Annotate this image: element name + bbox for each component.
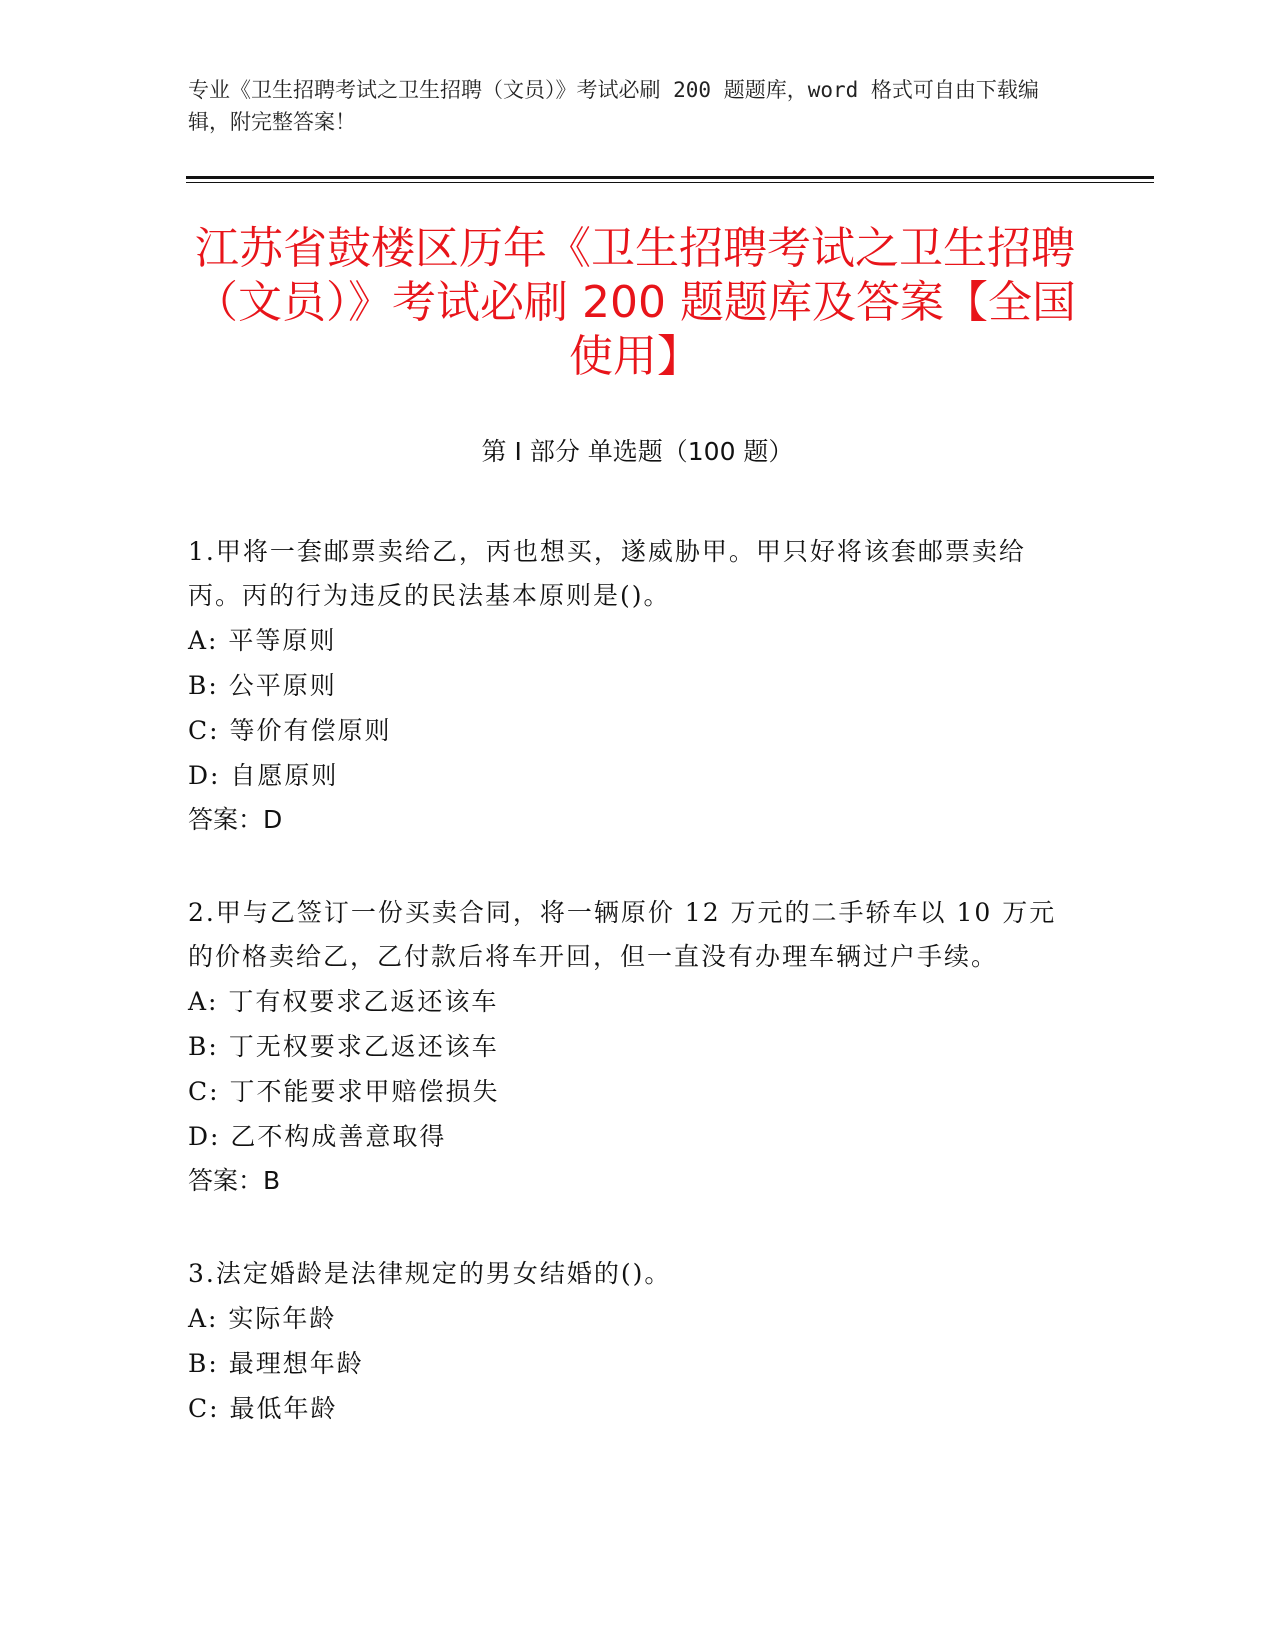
option-a: A: 丁有权要求乙返还该车 <box>188 987 499 1016</box>
option-d: D: 自愿原则 <box>188 761 339 790</box>
question-2 <box>188 891 1068 1203</box>
header-note: 专业《卫生招聘考试之卫生招聘（文员）》考试必刷 200 题题库，word 格式可自由下载编辑，附完整答案！ <box>188 78 1039 134</box>
option-c: C: 最低年龄 <box>188 1394 338 1423</box>
question-list <box>188 530 1068 1480</box>
option-b: B: 丁无权要求乙返还该车 <box>188 1032 499 1061</box>
question-stem: 1.甲将一套邮票卖给乙，丙也想买，遂威胁甲。甲只好将该套邮票卖给丙。丙的行为违反的民法基本原则是()。 <box>188 537 1026 610</box>
answer: 答案：B <box>188 1166 281 1195</box>
option-d: D: 乙不构成善意取得 <box>188 1122 447 1151</box>
question-3 <box>188 1252 1068 1431</box>
option-a: A: 平等原则 <box>188 626 337 655</box>
header-divider <box>186 176 1154 179</box>
option-b: B: 公平原则 <box>188 671 337 700</box>
answer: 答案：D <box>188 805 283 834</box>
option-c: C: 等价有偿原则 <box>188 716 392 745</box>
option-a: A: 实际年龄 <box>188 1304 337 1333</box>
document-title: 江苏省鼓楼区历年《卫生招聘考试之卫生招聘（文员）》考试必刷 200 题题库及答案【全国使用】 <box>194 223 1076 382</box>
section-heading: 第 I 部分 单选题（100 题） <box>481 437 794 466</box>
question-stem: 3.法定婚龄是法律规定的男女结婚的()。 <box>188 1259 672 1288</box>
header-divider-thin <box>186 182 1154 183</box>
question-1 <box>188 530 1068 842</box>
option-b: B: 最理想年龄 <box>188 1349 364 1378</box>
option-c: C: 丁不能要求甲赔偿损失 <box>188 1077 500 1106</box>
question-stem: 2.甲与乙签订一份买卖合同，将一辆原价 12 万元的二手轿车以 10 万元的价格卖给乙，乙付款后将车开回，但一直没有办理车辆过户手续。 <box>188 898 1057 971</box>
